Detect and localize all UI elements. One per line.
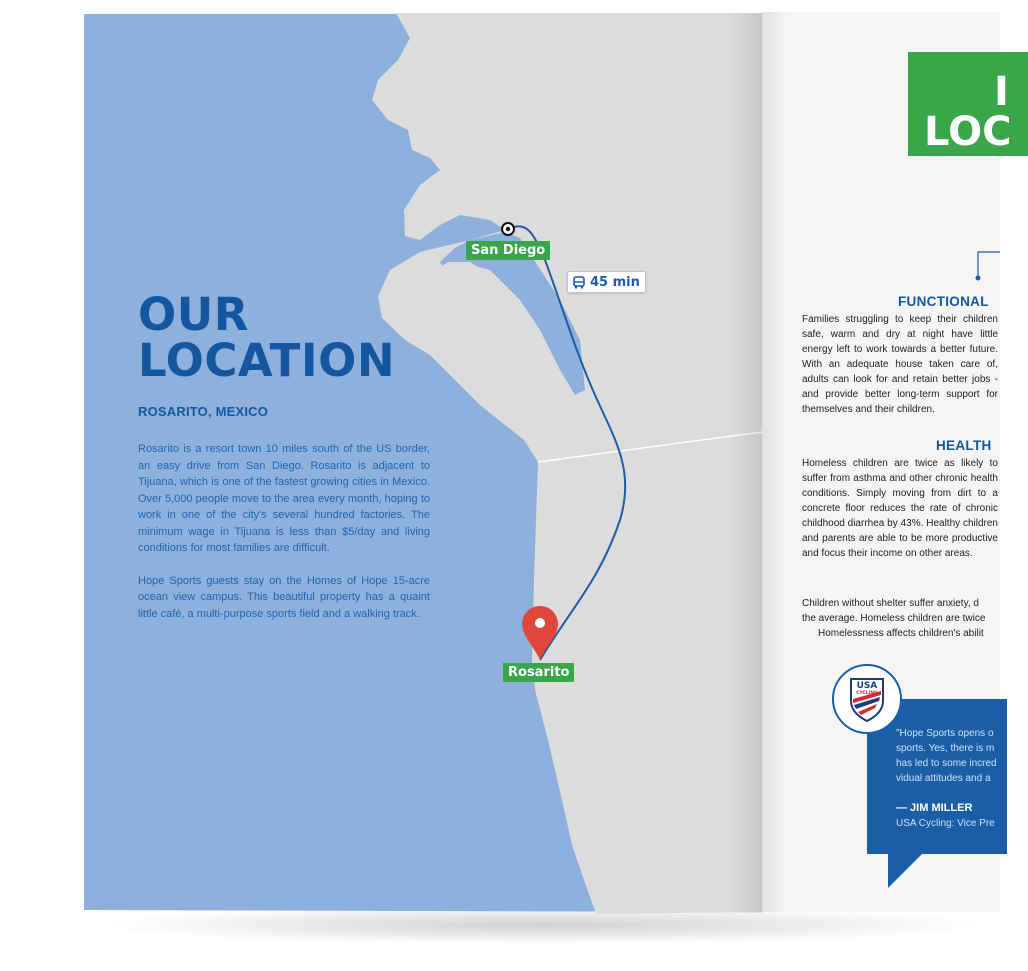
page-subtitle: ROSARITO, MEXICO [138,404,269,419]
quote-line-2: sports. Yes, there is m [896,743,995,754]
right-title-line-1: I [994,69,1009,115]
right-page-title [908,52,1028,156]
connector-line [762,242,1000,282]
usa-cycling-logo-icon [832,664,902,734]
target-dot-icon [502,223,514,235]
left-page-text [138,288,430,622]
section-functional-heading: FUNCTIONAL [898,294,989,309]
paragraph-1: Rosarito is a resort town 10 miles south of the US border, an easy drive from San Diego. Rosarito is adjacent to Tijuana, which is one of the fastest growing cities in Mexico. Over 5,000 people move to the area every month, hoping to work in one of the city's several hundred factories. The minimum wage in Tijuana is less than $5/day and living conditions for most families are difficult. [138,443,430,554]
paragraph-2: Hope Sports guests stay on the Homes of Hope 15-acre ocean view campus. This beautiful property has a quaint little café, a multi-purpose sports field and a walking track. [138,574,430,620]
quote-role: USA Cycling: Vice Pre [896,818,995,829]
quote-line-4: vidual attitudes and a [896,773,991,784]
section-three-line-3: Homelessness affects children's abilit [818,628,984,639]
travel-time-text: 45 min [590,274,640,290]
quote-line-3: has led to some incred [896,758,997,769]
section-three-text [802,596,985,641]
badge-text-usa: USA [856,681,878,691]
section-health-body: Homeless children are twice as likely to suffer from asthma and other chronic health conditions. Simply moving from dirt to a concrete floor reduces the rate of chronic childhood diarrhea by 43%. Healthy children and parents are able to be more productive and focus their income on other areas. [802,458,998,559]
title-line-1: OUR [138,288,249,341]
section-three-line-1: Children without shelter suffer anxiety, d [802,598,979,609]
bus-icon [573,276,585,289]
page-title [138,288,430,387]
right-title-line-2: LOC [924,109,1012,155]
right-page [762,12,1012,912]
title-line-2: LOCATION [138,334,396,387]
section-functional-body: Families struggling to keep their children safe, warm and dry at night have little energy left to work towards a better future. With an adequate house taken care of, adults can look for and retain better jobs - and provide better long-term support for themselves and their children. [802,314,998,415]
badge-text-cycling: CYCLING [856,691,878,696]
quote-line-1: "Hope Sports opens o [896,728,994,739]
quote-author: — JIM MILLER [896,802,973,814]
section-three-line-2: the average. Homeless children are twice [802,613,986,624]
quote-text [896,726,1006,786]
quote-tail [888,854,922,888]
travel-time-badge [567,271,646,293]
destination-label: Rosarito [503,663,574,682]
section-health-heading: HEALTH [936,438,992,453]
origin-label: San Diego [466,241,550,260]
